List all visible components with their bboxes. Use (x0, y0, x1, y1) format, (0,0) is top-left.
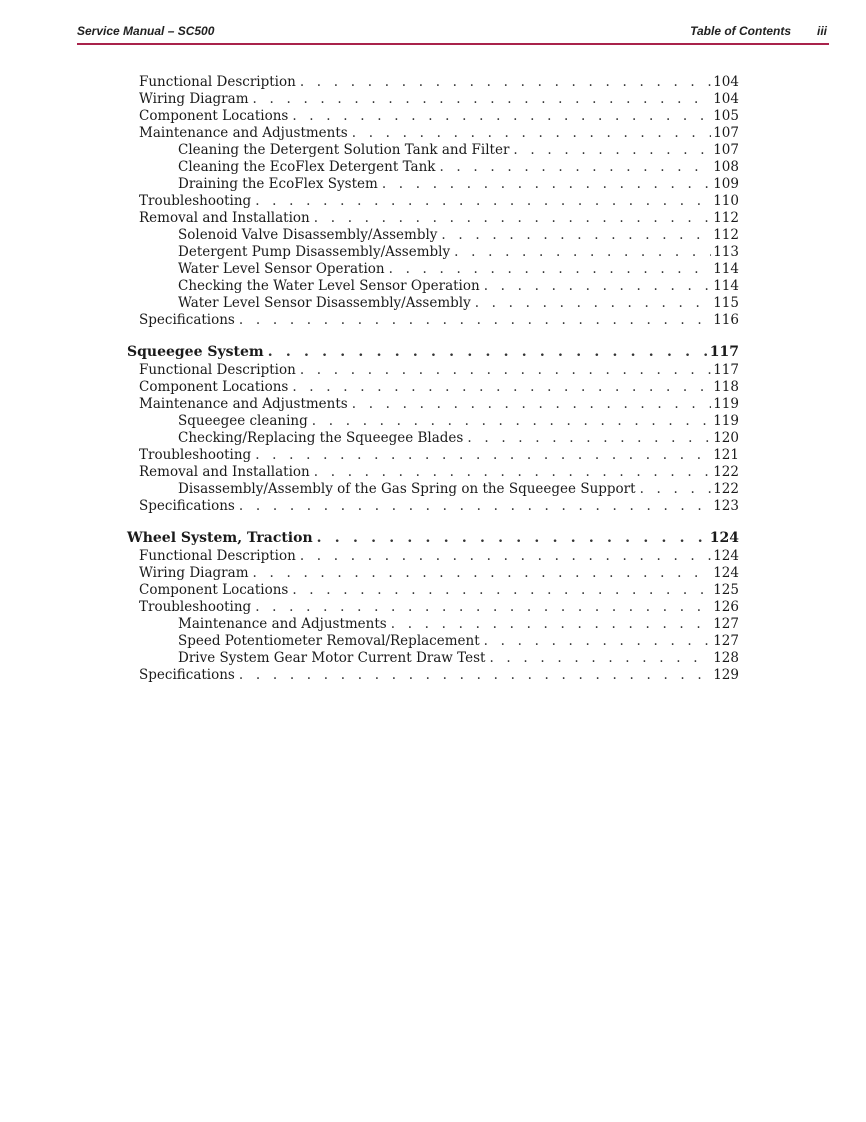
table-of-contents (0, 74, 866, 697)
dot-leader (484, 633, 712, 650)
toc-entry-title: Component Locations (139, 379, 289, 395)
toc-entry[interactable] (139, 379, 739, 396)
toc-entry-title: Troubleshooting (139, 447, 252, 463)
toc-entry-page: 107 (713, 125, 739, 141)
toc-entry[interactable] (178, 616, 739, 633)
toc-entry-title: Disassembly/Assembly of the Gas Spring on the Squeegee Support (178, 481, 636, 497)
dot-leader (389, 261, 712, 278)
toc-entry[interactable] (139, 565, 739, 582)
toc-entry[interactable] (178, 413, 739, 430)
toc-section-squeegee-system (0, 342, 866, 515)
toc-entry[interactable] (139, 74, 739, 91)
toc-entry-title: Draining the EcoFlex System (178, 176, 378, 192)
toc-entry[interactable] (139, 582, 739, 599)
toc-entry-page: 120 (713, 430, 739, 446)
toc-section (0, 74, 866, 329)
dot-leader (352, 125, 712, 142)
toc-entry-title: Squeegee System (127, 344, 264, 360)
dot-leader (352, 396, 712, 413)
dot-leader (300, 362, 711, 379)
toc-entry-page: 104 (713, 74, 739, 90)
dot-leader (253, 565, 712, 582)
toc-entry[interactable] (139, 362, 739, 379)
dot-leader (312, 413, 711, 430)
toc-entry[interactable] (139, 498, 739, 515)
toc-entry[interactable] (178, 295, 739, 312)
dot-leader (439, 159, 711, 176)
toc-entry[interactable] (139, 599, 739, 616)
toc-entry-title: Component Locations (139, 108, 289, 124)
toc-entry-page: 122 (713, 464, 739, 480)
toc-entry-page: 115 (713, 295, 739, 311)
toc-chapter-heading[interactable] (127, 342, 739, 362)
toc-entry-title: Specifications (139, 312, 235, 328)
dot-leader (382, 176, 711, 193)
dot-leader (268, 342, 708, 362)
toc-entry-title: Squeegee cleaning (178, 413, 308, 429)
toc-entry[interactable] (178, 142, 739, 159)
toc-entry-title: Troubleshooting (139, 193, 252, 209)
toc-entry-title: Cleaning the Detergent Solution Tank and Filter (178, 142, 510, 158)
toc-entry-page: 117 (709, 344, 739, 360)
toc-entry-page: 122 (713, 481, 739, 497)
dot-leader (467, 430, 711, 447)
dot-leader (314, 210, 711, 227)
dot-leader (314, 464, 711, 481)
toc-entry-page: 113 (713, 244, 739, 260)
dot-leader (255, 447, 711, 464)
dot-leader (317, 528, 708, 548)
toc-entry[interactable] (178, 227, 739, 244)
dot-leader (475, 295, 712, 312)
toc-entry[interactable] (139, 667, 739, 684)
toc-entry[interactable] (139, 312, 739, 329)
toc-entry-page: 126 (713, 599, 739, 615)
toc-entry-page: 116 (713, 312, 739, 328)
toc-section-wheel-system (0, 528, 866, 684)
toc-entry-title: Wiring Diagram (139, 91, 249, 107)
toc-entry-page: 127 (713, 616, 739, 632)
toc-entry-title: Drive System Gear Motor Current Draw Test (178, 650, 486, 666)
toc-entry-title: Solenoid Valve Disassembly/Assembly (178, 227, 438, 243)
toc-entry[interactable] (178, 244, 739, 261)
toc-entry-title: Wiring Diagram (139, 565, 249, 581)
dot-leader (292, 379, 711, 396)
toc-entry[interactable] (178, 650, 739, 667)
toc-entry-title: Functional Description (139, 548, 296, 564)
toc-entry-title: Maintenance and Adjustments (139, 125, 348, 141)
toc-entry-page: 104 (713, 91, 739, 107)
dot-leader (441, 227, 711, 244)
dot-leader (484, 278, 712, 295)
section-title: Table of Contents (690, 24, 791, 38)
page-header (77, 22, 829, 42)
toc-entry-page: 119 (713, 396, 739, 412)
dot-leader (300, 548, 711, 565)
toc-entry[interactable] (178, 159, 739, 176)
toc-entry-page: 124 (713, 548, 739, 564)
toc-entry[interactable] (139, 108, 739, 125)
toc-entry-page: 109 (713, 176, 739, 192)
toc-entry[interactable] (178, 176, 739, 193)
toc-entry-title: Checking the Water Level Sensor Operation (178, 278, 480, 294)
dot-leader (513, 142, 711, 159)
toc-entry-title: Removal and Installation (139, 464, 310, 480)
toc-entry-page: 129 (713, 667, 739, 683)
toc-entry-page: 108 (713, 159, 739, 175)
toc-chapter-heading[interactable] (127, 528, 739, 548)
toc-entry[interactable] (178, 430, 739, 447)
toc-entry-title: Maintenance and Adjustments (178, 616, 387, 632)
toc-entry-title: Maintenance and Adjustments (139, 396, 348, 412)
toc-entry[interactable] (178, 261, 739, 278)
toc-entry-page: 105 (713, 108, 739, 124)
toc-entry-page: 118 (713, 379, 739, 395)
toc-entry-title: Specifications (139, 667, 235, 683)
toc-entry-page: 128 (713, 650, 739, 666)
dot-leader (239, 667, 711, 684)
toc-entry-page: 124 (713, 565, 739, 581)
toc-entry-title: Cleaning the EcoFlex Detergent Tank (178, 159, 436, 175)
toc-entry[interactable] (178, 481, 739, 498)
toc-entry-title: Water Level Sensor Operation (178, 261, 385, 277)
dot-leader (300, 74, 711, 91)
toc-entry-title: Specifications (139, 498, 235, 514)
page-number: iii (816, 24, 827, 38)
dot-leader (292, 108, 711, 125)
toc-entry[interactable] (178, 633, 739, 650)
dot-leader (489, 650, 711, 667)
toc-entry-title: Functional Description (139, 362, 296, 378)
toc-entry[interactable] (139, 396, 739, 413)
toc-entry-page: 117 (713, 362, 739, 378)
toc-entry-page: 114 (713, 278, 739, 294)
header-rule (77, 43, 829, 45)
toc-entry-page: 112 (713, 227, 739, 243)
dot-leader (255, 599, 711, 616)
toc-entry-title: Troubleshooting (139, 599, 252, 615)
dot-leader (454, 244, 711, 261)
dot-leader (239, 498, 711, 515)
toc-entry-title: Speed Potentiometer Removal/Replacement (178, 633, 480, 649)
toc-entry-page: 107 (713, 142, 739, 158)
toc-entry-title: Wheel System, Traction (127, 530, 313, 546)
toc-entry[interactable] (178, 278, 739, 295)
toc-entry[interactable] (139, 548, 739, 565)
toc-entry-page: 114 (713, 261, 739, 277)
toc-entry-page: 125 (713, 582, 739, 598)
toc-entry-page: 123 (713, 498, 739, 514)
toc-entry-title: Component Locations (139, 582, 289, 598)
toc-entry[interactable] (139, 447, 739, 464)
toc-entry-title: Water Level Sensor Disassembly/Assembly (178, 295, 471, 311)
toc-entry-title: Checking/Replacing the Squeegee Blades (178, 430, 464, 446)
toc-entry-title: Functional Description (139, 74, 296, 90)
toc-entry[interactable] (139, 464, 739, 481)
toc-entry[interactable] (139, 125, 739, 142)
toc-entry-page: 121 (713, 447, 739, 463)
dot-leader (292, 582, 711, 599)
dot-leader (391, 616, 712, 633)
manual-title: Service Manual – SC500 (77, 24, 215, 38)
toc-entry-page: 119 (713, 413, 739, 429)
dot-leader (255, 193, 711, 210)
toc-entry[interactable] (139, 210, 739, 227)
toc-entry-page: 112 (713, 210, 739, 226)
toc-entry-page: 124 (709, 530, 739, 546)
toc-entry[interactable] (139, 193, 739, 210)
toc-entry-page: 127 (713, 633, 739, 649)
toc-entry[interactable] (139, 91, 739, 108)
toc-entry-page: 110 (713, 193, 739, 209)
dot-leader (253, 91, 712, 108)
dot-leader (640, 481, 712, 498)
toc-entry-title: Detergent Pump Disassembly/Assembly (178, 244, 451, 260)
toc-entry-title: Removal and Installation (139, 210, 310, 226)
dot-leader (239, 312, 711, 329)
